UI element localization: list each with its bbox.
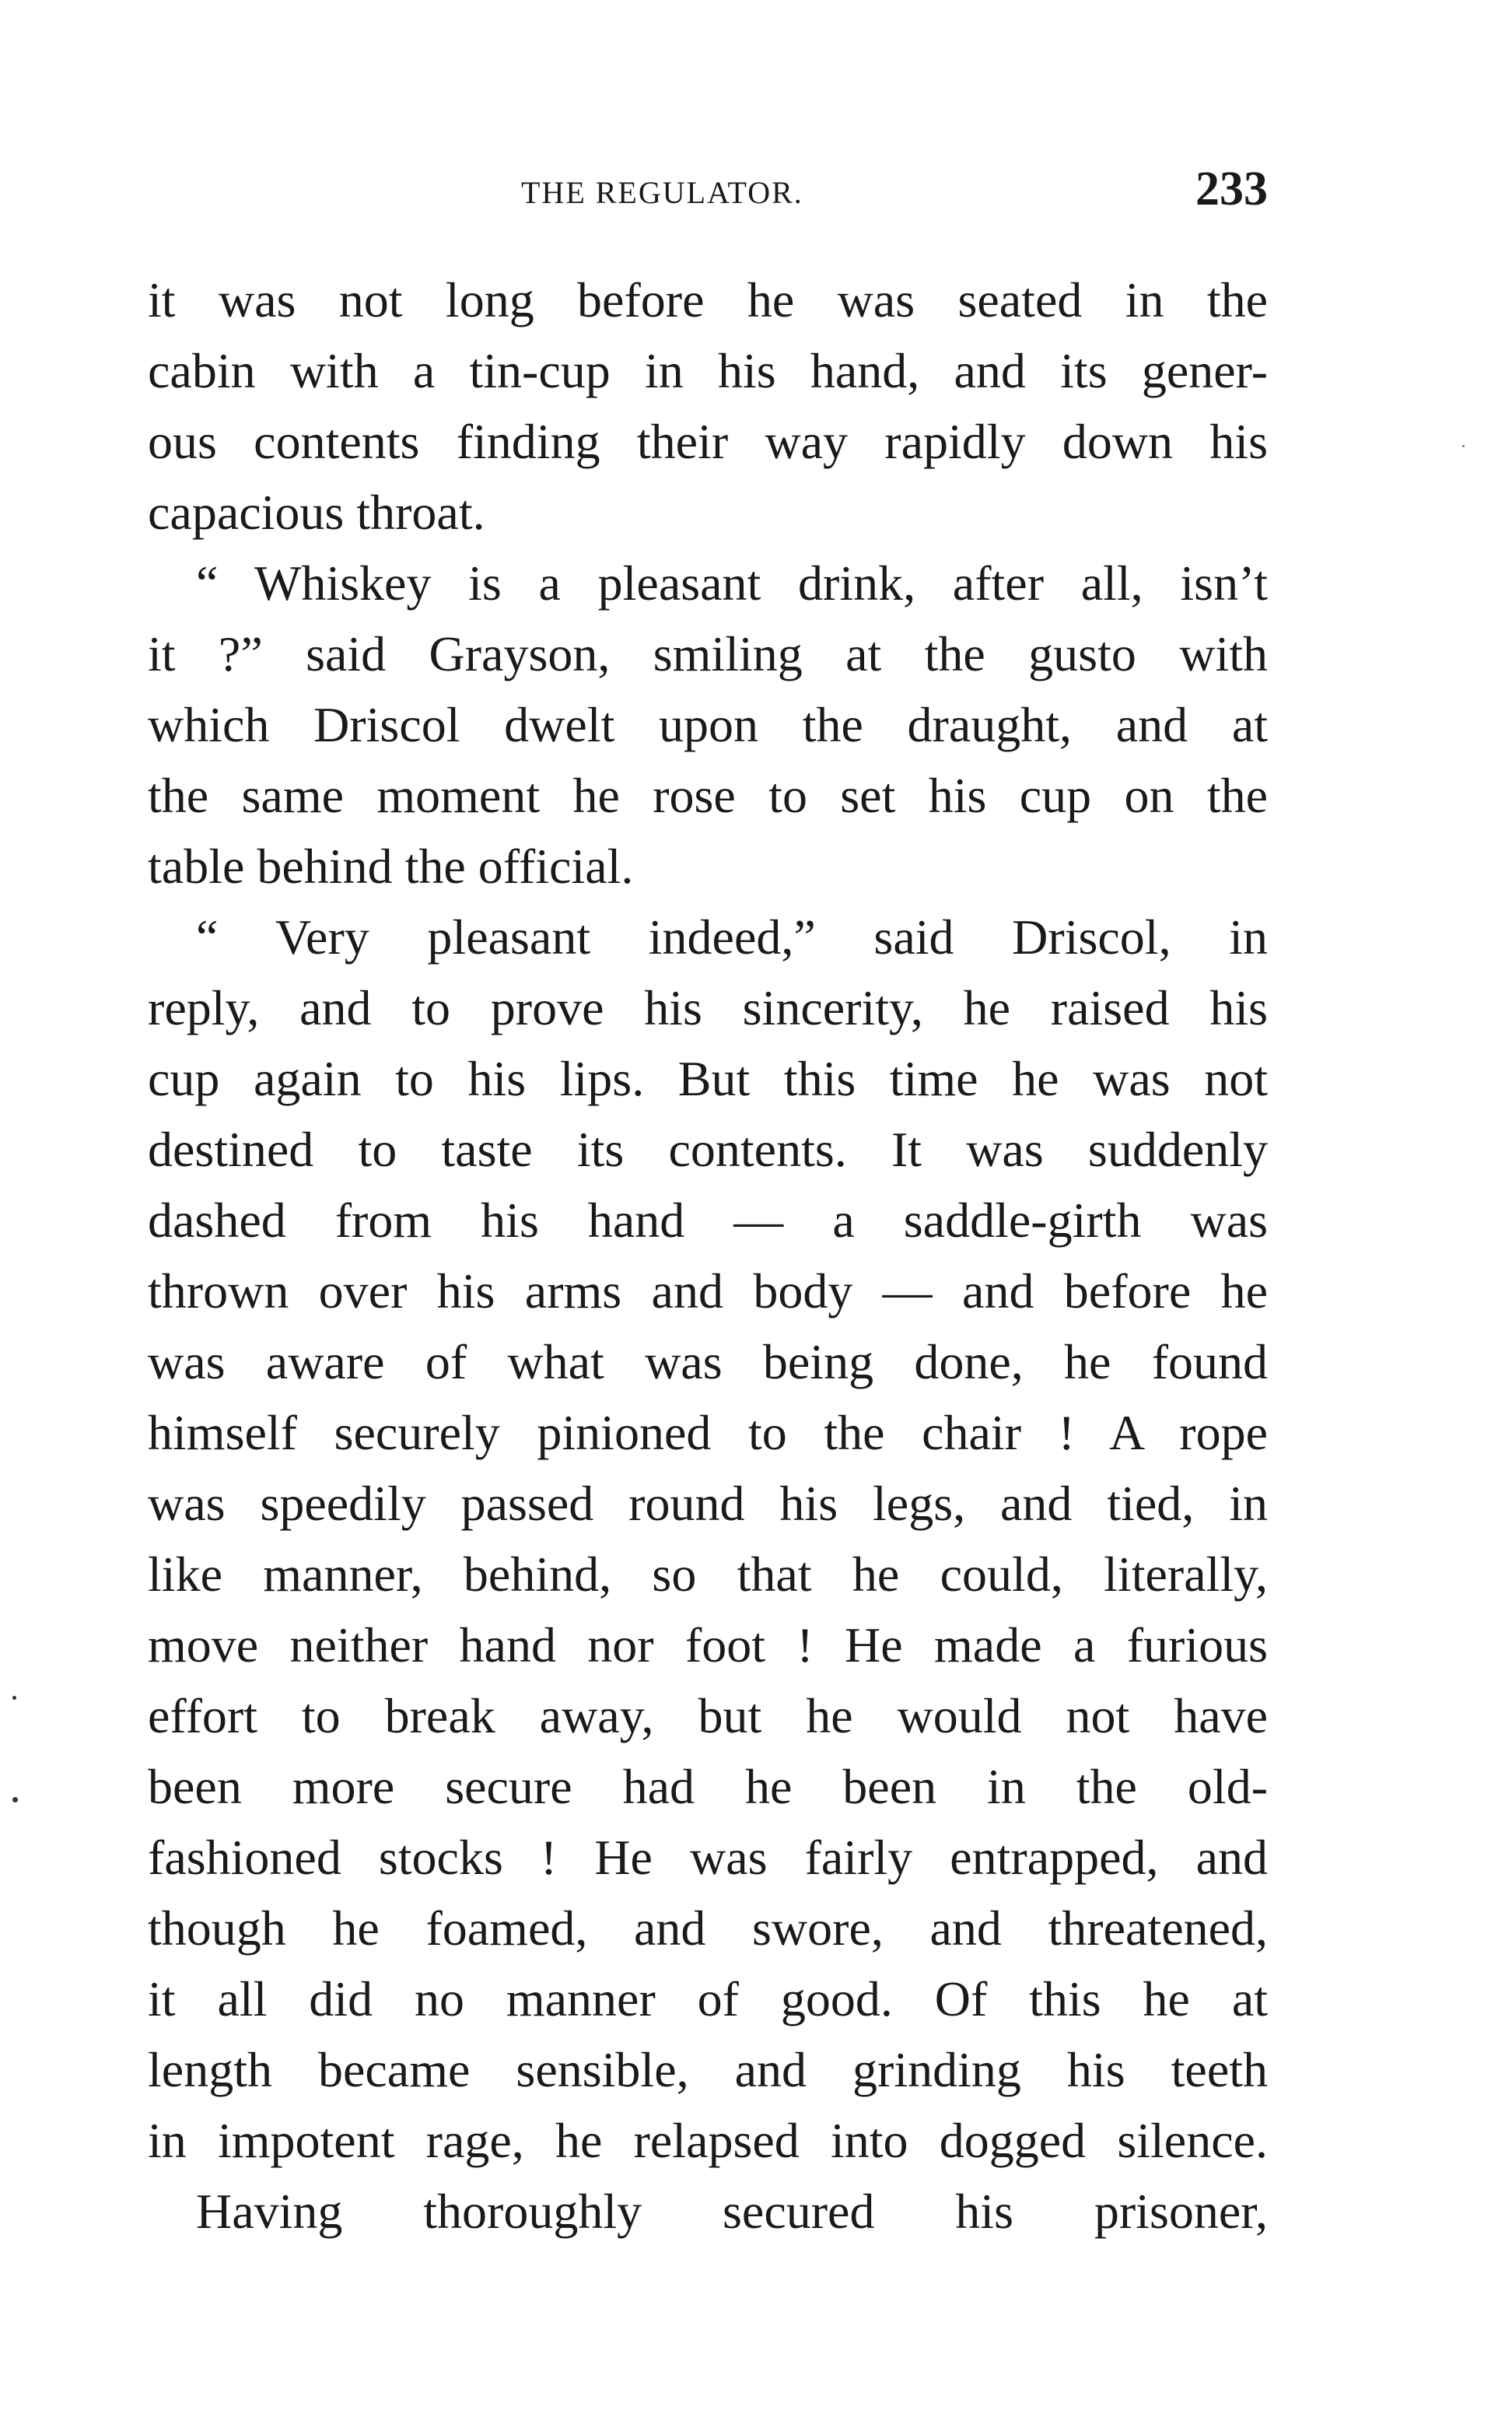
text-line: been more secure had he been in the old- [148, 1759, 1268, 1814]
text-line: effort to break away, but he would not have [148, 1688, 1268, 1743]
text-line: Having thoroughly secured his prisoner, [196, 2184, 1268, 2239]
text-line: “ Very pleasant indeed,” said Driscol, in [196, 909, 1268, 965]
text-line: thrown over his arms and body — and before he [148, 1263, 1268, 1319]
text-line: was speedily passed round his legs, and tied, in [148, 1476, 1268, 1531]
text-line: destined to taste its contents. It was suddenly [148, 1122, 1268, 1177]
text-line: himself securely pinioned to the chair ! A rope [148, 1405, 1268, 1460]
body-text [148, 264, 1268, 2247]
text-line: dashed from his hand — a saddle-girth was [148, 1193, 1268, 1248]
page-number: 233 [1195, 163, 1268, 215]
running-head [148, 162, 1268, 224]
running-title: THE REGULATOR. [521, 175, 803, 210]
scan-speck [12, 1797, 18, 1802]
text-line: it all did no manner of good. Of this he at [148, 1971, 1268, 2026]
text-line: which Driscol dwelt upon the draught, and at [148, 697, 1268, 752]
text-line: it ?” said Grayson, smiling at the gusto with [148, 626, 1268, 681]
text-line: length became sensible, and grinding his teeth [148, 2042, 1268, 2097]
text-line: it was not long before he was seated in the [148, 272, 1268, 328]
scan-speck [12, 1696, 16, 1700]
text-line: capacious throat. [148, 485, 485, 540]
text-line: “ Whiskey is a pleasant drink, after all, isn’t [196, 555, 1268, 611]
text-line: though he foamed, and swore, and threatened, [148, 1900, 1268, 1956]
text-line: cup again to his lips. But this time he was not [148, 1051, 1268, 1106]
text-line: fashioned stocks ! He was fairly entrapped, and [148, 1830, 1268, 1885]
text-line: reply, and to prove his sincerity, he raised his [148, 980, 1268, 1035]
text-line: cabin with a tin-cup in his hand, and its gener- [148, 343, 1268, 398]
text-line: was aware of what was being done, he found [148, 1334, 1268, 1389]
text-line: ous contents finding their way rapidly down his [148, 414, 1268, 469]
text-line: table behind the official. [148, 839, 634, 894]
text-line: move neither hand nor foot ! He made a furious [148, 1617, 1268, 1673]
scan-speck [1462, 445, 1465, 447]
text-line: like manner, behind, so that he could, literally, [148, 1547, 1268, 1602]
text-line: the same moment he rose to set his cup on the [148, 768, 1268, 823]
text-line: in impotent rage, he relapsed into dogged silence. [148, 2113, 1268, 2168]
